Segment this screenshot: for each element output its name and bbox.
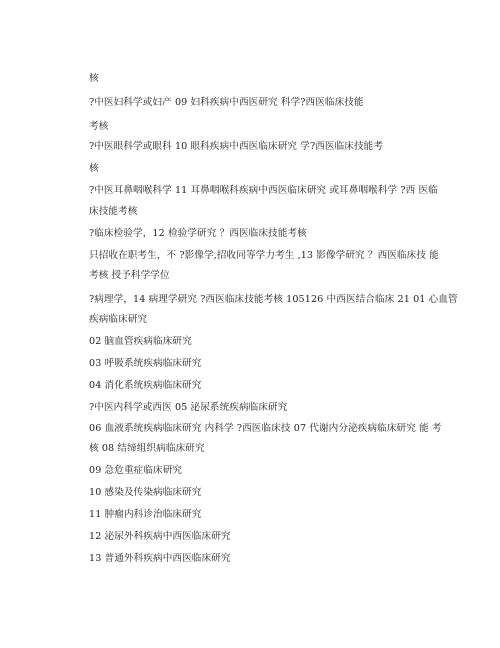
text-line: 核 08 结缔组织病临床研究: [89, 443, 205, 454]
text-line: 03 呼吸系统疾病临床研究: [89, 358, 202, 369]
text-line: 02 脑血管疾病临床研究: [89, 336, 192, 347]
text-line: 06 血液系统疾病临床研究 内科学 ?西医临床技 07 代谢内分泌疾病临床研究 能 考: [89, 423, 442, 434]
text-line: 12 泌尿外科疾病中西医临床研究: [89, 531, 231, 542]
text-line: ?中医内科学或西医 05 泌尿系统疾病临床研究: [89, 402, 288, 413]
text-line: 11 肿瘤内科诊治临床研究: [89, 509, 202, 520]
text-line: 04 消化系统疾病临床研究: [89, 380, 202, 391]
text-line: ?中医耳鼻咽喉科学 11 耳鼻咽喉科疾病中西医临床研究 或耳鼻咽喉科学 ?西 医临: [89, 185, 438, 196]
text-line: ?病理学，14 病理学研究 ?西医临床技能考核 105126 中西医结合临床 21 01 心血管: [89, 294, 458, 305]
text-line: 09 急危重症临床研究: [89, 465, 183, 476]
text-line: ?中医妇科学或妇产 09 妇科疾病中西医研究 科学?西医临床技能: [89, 97, 364, 108]
text-line: 10 感染及传染病临床研究: [89, 487, 202, 498]
text-line: ?临床检验学，12 检验学研究 ？西医临床技能考核: [89, 228, 307, 239]
text-line: 核: [89, 73, 99, 84]
text-line: 核: [89, 163, 99, 174]
text-line: 只招收在职考生，不 ?影像学,招收同等学力考生 ,13 影像学研究 ？西医临床技 能: [89, 250, 439, 261]
text-line: ?中医眼科学或眼科 10 眼科疾病中西医临床研究 学?西医临床技能考: [89, 141, 384, 152]
text-line: 床技能考核: [89, 206, 138, 217]
text-line: 13 普通外科疾病中西医临床研究: [89, 553, 231, 564]
text-line: 疾病临床研究: [89, 314, 148, 325]
text-line: 考核 授予科学学位: [89, 270, 170, 281]
text-line: 考核: [89, 121, 109, 132]
